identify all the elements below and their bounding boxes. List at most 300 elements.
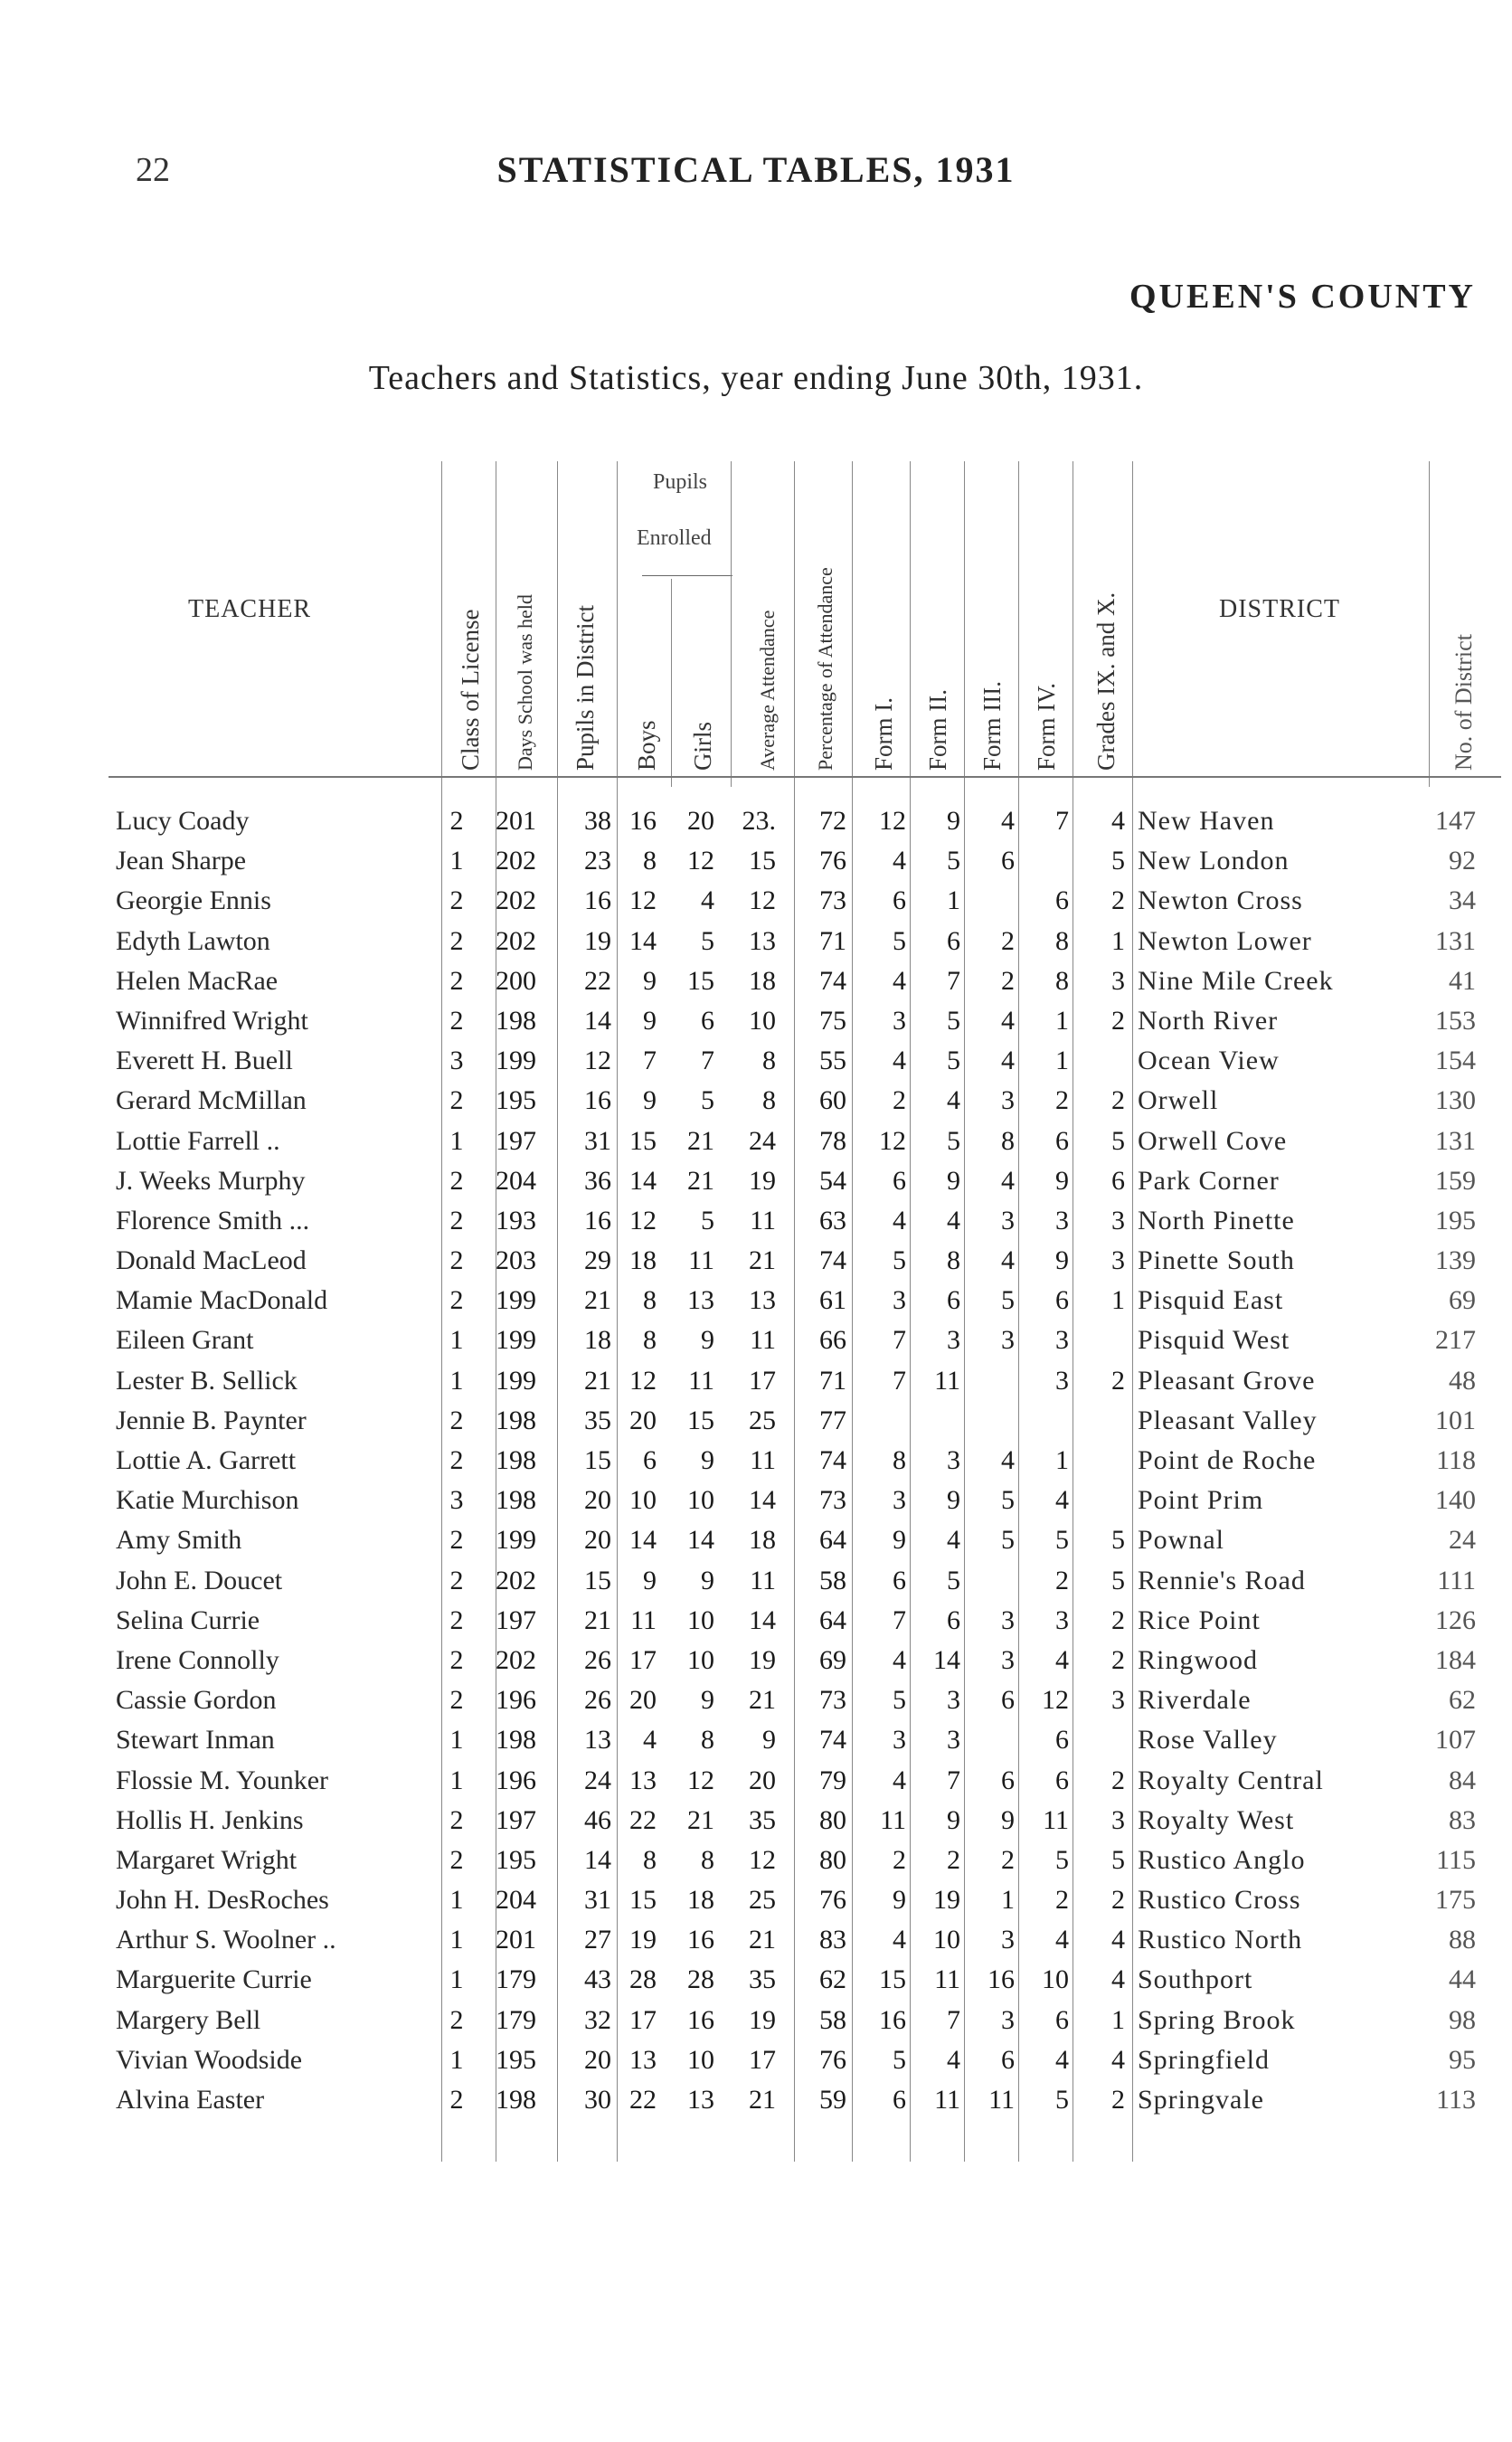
table-row <box>0 1401 1512 1441</box>
cell-teacher: Georgie Ennis <box>116 885 271 916</box>
cell-girls: 13 <box>687 1285 714 1316</box>
cell-district: New London <box>1138 846 1290 876</box>
cell-f2: 1 <box>947 885 960 916</box>
cell-f1: 3 <box>893 1725 906 1756</box>
cell-no: 184 <box>1435 1644 1476 1675</box>
cell-days: 199 <box>496 1525 536 1556</box>
cell-pupils: 14 <box>584 1005 611 1036</box>
cell-f4: 3 <box>1055 1365 1069 1396</box>
cell-no: 98 <box>1449 2004 1476 2035</box>
cell-district: Point Prim <box>1138 1485 1264 1516</box>
cell-teacher: Marguerite Currie <box>116 1964 312 1995</box>
column-rule <box>671 579 672 787</box>
cell-girls: 5 <box>701 1205 714 1235</box>
cell-district: Royalty West <box>1138 1804 1295 1835</box>
teacher-column-header: TEACHER <box>188 595 312 623</box>
cell-f2: 9 <box>947 1804 960 1835</box>
cell-f1: 2 <box>893 1085 906 1116</box>
cell-f3: 5 <box>1001 1485 1015 1516</box>
cell-teacher: Florence Smith ... <box>116 1205 310 1235</box>
cell-avg: 35 <box>749 1964 776 1995</box>
cell-g9: 2 <box>1111 1365 1125 1396</box>
table-row <box>0 2001 1512 2040</box>
cell-f3: 11 <box>988 2085 1015 2115</box>
cell-girls: 12 <box>687 846 714 876</box>
cell-district: Southport <box>1138 1964 1253 1995</box>
cell-district: Pownal <box>1138 1525 1224 1556</box>
district-column-header: DISTRICT <box>1219 595 1340 623</box>
cell-avg: 18 <box>749 1525 776 1556</box>
cell-pupils: 29 <box>584 1245 611 1276</box>
table-row <box>0 1441 1512 1481</box>
column-rule <box>1429 461 1430 787</box>
cell-f1: 7 <box>893 1365 906 1396</box>
cell-days: 201 <box>496 1925 536 1955</box>
table-row <box>0 841 1512 881</box>
cell-pupils: 21 <box>584 1365 611 1396</box>
cell-teacher: J. Weeks Murphy <box>116 1165 306 1196</box>
table-row <box>0 1761 1512 1801</box>
cell-days: 202 <box>496 1565 536 1595</box>
cell-girls: 18 <box>687 1885 714 1916</box>
cell-girls: 7 <box>701 1046 714 1076</box>
cell-district: Point de Roche <box>1138 1445 1317 1475</box>
cell-teacher: Selina Currie <box>116 1604 260 1635</box>
cell-girls: 10 <box>687 1644 714 1675</box>
cell-boys: 6 <box>643 1445 657 1475</box>
cell-no: 107 <box>1435 1725 1476 1756</box>
cell-girls: 16 <box>687 1925 714 1955</box>
table-subtitle: Teachers and Statistics, year ending June 30th, 1931. <box>368 359 1144 397</box>
cell-license: 1 <box>449 1125 464 1156</box>
cell-f1: 5 <box>893 925 906 956</box>
cell-boys: 8 <box>643 846 657 876</box>
cell-avg: 17 <box>749 1365 776 1396</box>
cell-f4: 3 <box>1055 1325 1069 1356</box>
cell-girls: 10 <box>687 2044 714 2075</box>
cell-girls: 11 <box>688 1365 714 1396</box>
cell-license: 2 <box>449 1165 464 1196</box>
cell-f1: 12 <box>879 806 906 836</box>
cell-license: 1 <box>449 1765 464 1795</box>
cell-f1: 6 <box>893 2085 906 2115</box>
cell-no: 24 <box>1449 1525 1476 1556</box>
cell-license: 2 <box>449 1565 464 1595</box>
cell-g9: 1 <box>1111 925 1125 956</box>
cell-f4: 4 <box>1055 1925 1069 1955</box>
cell-pupils: 31 <box>584 1885 611 1916</box>
cell-f4: 6 <box>1055 2004 1069 2035</box>
table-row <box>0 1001 1512 1041</box>
cell-pupils: 18 <box>584 1325 611 1356</box>
cell-f2: 3 <box>947 1685 960 1716</box>
cell-days: 193 <box>496 1205 536 1235</box>
cell-avg: 8 <box>762 1085 776 1116</box>
cell-avg: 25 <box>749 1405 776 1435</box>
cell-girls: 21 <box>687 1165 714 1196</box>
cell-avg: 19 <box>749 2004 776 2035</box>
cell-no: 48 <box>1449 1365 1476 1396</box>
cell-no: 62 <box>1449 1685 1476 1716</box>
cell-no: 113 <box>1436 2085 1476 2115</box>
cell-f3: 3 <box>1001 2004 1015 2035</box>
cell-avg: 12 <box>749 1844 776 1875</box>
cell-license: 1 <box>449 1964 464 1995</box>
cell-boys: 11 <box>630 1604 657 1635</box>
cell-f3: 6 <box>1001 1685 1015 1716</box>
cell-f2: 5 <box>947 1565 960 1595</box>
table-row <box>0 1601 1512 1641</box>
cell-pct: 77 <box>819 1405 846 1435</box>
cell-teacher: Stewart Inman <box>116 1725 275 1756</box>
cell-boys: 14 <box>629 925 657 956</box>
cell-district: North Pinette <box>1138 1205 1295 1235</box>
cell-g9: 2 <box>1111 1765 1125 1795</box>
cell-pupils: 31 <box>584 1125 611 1156</box>
cell-avg: 17 <box>749 2044 776 2075</box>
cell-license: 2 <box>449 1445 464 1475</box>
cell-pct: 73 <box>819 1685 846 1716</box>
cell-pupils: 26 <box>584 1685 611 1716</box>
cell-avg: 21 <box>749 2085 776 2115</box>
cell-girls: 9 <box>701 1685 714 1716</box>
cell-no: 195 <box>1435 1205 1476 1235</box>
cell-f4: 11 <box>1043 1804 1069 1835</box>
cell-days: 199 <box>496 1365 536 1396</box>
pupils-group-header: Pupils <box>653 470 708 494</box>
cell-license: 2 <box>449 965 464 996</box>
cell-boys: 9 <box>643 965 657 996</box>
cell-pct: 75 <box>819 1005 846 1036</box>
cell-f1: 6 <box>893 1165 906 1196</box>
cell-f3: 2 <box>1001 925 1015 956</box>
cell-district: Newton Cross <box>1138 885 1303 916</box>
cell-boys: 9 <box>643 1005 657 1036</box>
cell-license: 1 <box>449 1725 464 1756</box>
cell-days: 204 <box>496 1885 536 1916</box>
cell-teacher: Jennie B. Paynter <box>116 1405 307 1435</box>
cell-district: Rice Point <box>1138 1604 1261 1635</box>
cell-f3: 1 <box>1001 1885 1015 1916</box>
cell-days: 204 <box>496 1165 536 1196</box>
cell-boys: 12 <box>629 1365 657 1396</box>
cell-girls: 21 <box>687 1125 714 1156</box>
form3-column-header: Form III. <box>978 681 1006 771</box>
cell-f3: 3 <box>1001 1325 1015 1356</box>
cell-district: Rennie's Road <box>1138 1565 1306 1595</box>
cell-g9: 4 <box>1111 1925 1125 1955</box>
cell-f1: 4 <box>893 1205 906 1235</box>
cell-girls: 13 <box>687 2085 714 2115</box>
cell-boys: 9 <box>643 1565 657 1595</box>
cell-license: 2 <box>449 1285 464 1316</box>
cell-pupils: 16 <box>584 885 611 916</box>
table-row <box>0 1281 1512 1320</box>
girls-column-header: Girls <box>689 722 716 771</box>
cell-avg: 11 <box>750 1325 776 1356</box>
cell-no: 131 <box>1435 925 1476 956</box>
cell-girls: 28 <box>687 1964 714 1995</box>
cell-boys: 22 <box>629 1804 657 1835</box>
cell-avg: 11 <box>750 1445 776 1475</box>
cell-teacher: Irene Connolly <box>116 1644 279 1675</box>
cell-girls: 21 <box>687 1804 714 1835</box>
table-row <box>0 801 1512 841</box>
cell-avg: 12 <box>749 885 776 916</box>
cell-g9: 3 <box>1111 1685 1125 1716</box>
cell-no: 217 <box>1435 1325 1476 1356</box>
cell-g9: 1 <box>1111 1285 1125 1316</box>
table-row <box>0 1561 1512 1601</box>
cell-district: Pisquid West <box>1138 1325 1290 1356</box>
cell-no: 140 <box>1435 1485 1476 1516</box>
cell-f1: 15 <box>879 1964 906 1995</box>
cell-pct: 76 <box>819 1885 846 1916</box>
cell-f3: 2 <box>1001 965 1015 996</box>
cell-days: 199 <box>496 1285 536 1316</box>
cell-avg: 21 <box>749 1685 776 1716</box>
cell-pupils: 26 <box>584 1644 611 1675</box>
cell-f1: 5 <box>893 2044 906 2075</box>
cell-teacher: Everett H. Buell <box>116 1046 293 1076</box>
cell-days: 195 <box>496 1085 536 1116</box>
cell-pct: 76 <box>819 846 846 876</box>
cell-f1: 5 <box>893 1245 906 1276</box>
table-row <box>0 881 1512 921</box>
days-column-header: Days School was held <box>514 594 536 771</box>
cell-license: 2 <box>449 1245 464 1276</box>
pct-attendance-column-header: Percentage of Attendance <box>814 567 836 771</box>
cell-f2: 11 <box>934 1365 960 1396</box>
cell-f2: 4 <box>947 1525 960 1556</box>
cell-teacher: John H. DesRoches <box>116 1885 329 1916</box>
table-row <box>0 1041 1512 1081</box>
cell-district: Springvale <box>1138 2085 1264 2115</box>
cell-license: 1 <box>449 2044 464 2075</box>
cell-f3: 9 <box>1001 1804 1015 1835</box>
cell-district: Nine Mile Creek <box>1138 965 1334 996</box>
cell-no: 130 <box>1435 1085 1476 1116</box>
cell-license: 2 <box>449 2004 464 2035</box>
cell-boys: 14 <box>629 1525 657 1556</box>
cell-avg: 21 <box>749 1245 776 1276</box>
cell-teacher: Arthur S. Woolner .. <box>116 1925 336 1955</box>
cell-pct: 76 <box>819 2044 846 2075</box>
cell-f1: 3 <box>893 1485 906 1516</box>
cell-pct: 58 <box>819 1565 846 1595</box>
cell-avg: 14 <box>749 1604 776 1635</box>
cell-f2: 4 <box>947 2044 960 2075</box>
cell-district: Rustico Cross <box>1138 1885 1301 1916</box>
cell-girls: 6 <box>701 1005 714 1036</box>
cell-license: 2 <box>449 1205 464 1235</box>
cell-no: 84 <box>1449 1765 1476 1795</box>
cell-pupils: 15 <box>584 1445 611 1475</box>
cell-f4: 5 <box>1055 2085 1069 2115</box>
table-row <box>0 1161 1512 1201</box>
cell-f4: 9 <box>1055 1165 1069 1196</box>
cell-days: 202 <box>496 925 536 956</box>
table-row <box>0 1801 1512 1841</box>
cell-f3: 6 <box>1001 846 1015 876</box>
cell-f2: 3 <box>947 1445 960 1475</box>
cell-pct: 83 <box>819 1925 846 1955</box>
cell-pct: 54 <box>819 1165 846 1196</box>
cell-pupils: 15 <box>584 1565 611 1595</box>
avg-attendance-column-header: Average Attendance <box>756 610 779 771</box>
cell-girls: 10 <box>687 1485 714 1516</box>
header-rule <box>109 776 1501 778</box>
cell-pupils: 12 <box>584 1046 611 1076</box>
cell-teacher: Vivian Woodside <box>116 2044 303 2075</box>
cell-f2: 7 <box>947 1765 960 1795</box>
cell-f1: 8 <box>893 1445 906 1475</box>
cell-f3: 8 <box>1001 1125 1015 1156</box>
cell-girls: 15 <box>687 965 714 996</box>
cell-license: 3 <box>449 1046 464 1076</box>
cell-f3: 3 <box>1001 1604 1015 1635</box>
cell-f1: 4 <box>893 1765 906 1795</box>
cell-pupils: 38 <box>584 806 611 836</box>
table-row <box>0 1201 1512 1241</box>
cell-no: 92 <box>1449 846 1476 876</box>
cell-teacher: Winnifred Wright <box>116 1005 308 1036</box>
cell-no: 118 <box>1436 1445 1476 1475</box>
cell-teacher: Eileen Grant <box>116 1325 254 1356</box>
cell-f4: 6 <box>1055 1765 1069 1795</box>
cell-f1: 3 <box>893 1285 906 1316</box>
cell-district: Rustico Anglo <box>1138 1844 1306 1875</box>
cell-girls: 9 <box>701 1325 714 1356</box>
cell-f2: 3 <box>947 1325 960 1356</box>
cell-f3: 6 <box>1001 1765 1015 1795</box>
cell-no: 115 <box>1436 1844 1476 1875</box>
cell-f1: 9 <box>893 1525 906 1556</box>
cell-no: 153 <box>1435 1005 1476 1036</box>
cell-girls: 4 <box>701 885 714 916</box>
cell-f3: 5 <box>1001 1525 1015 1556</box>
table-row <box>0 1641 1512 1680</box>
cell-days: 198 <box>496 2085 536 2115</box>
cell-g9: 2 <box>1111 1885 1125 1916</box>
cell-f2: 10 <box>933 1925 960 1955</box>
cell-district: Ocean View <box>1138 1046 1280 1076</box>
cell-f4: 8 <box>1055 965 1069 996</box>
form4-column-header: Form IV. <box>1033 682 1060 771</box>
cell-avg: 13 <box>749 1285 776 1316</box>
cell-f4: 1 <box>1055 1445 1069 1475</box>
cell-f1: 6 <box>893 885 906 916</box>
table-row <box>0 1241 1512 1281</box>
pupils-column-header: Pupils in District <box>572 604 599 771</box>
cell-teacher: Gerard McMillan <box>116 1085 307 1116</box>
cell-f4: 5 <box>1055 1525 1069 1556</box>
cell-g9: 2 <box>1111 2085 1125 2115</box>
cell-days: 197 <box>496 1804 536 1835</box>
cell-f2: 5 <box>947 846 960 876</box>
cell-no: 111 <box>1437 1565 1476 1595</box>
cell-g9: 5 <box>1111 1125 1125 1156</box>
cell-boys: 14 <box>629 1165 657 1196</box>
cell-g9: 4 <box>1111 806 1125 836</box>
table-row <box>0 1720 1512 1760</box>
cell-boys: 20 <box>629 1685 657 1716</box>
cell-boys: 8 <box>643 1285 657 1316</box>
cell-pct: 74 <box>819 965 846 996</box>
cell-pupils: 43 <box>584 1964 611 1995</box>
cell-girls: 20 <box>687 806 714 836</box>
cell-pupils: 20 <box>584 1525 611 1556</box>
cell-no: 88 <box>1449 1925 1476 1955</box>
cell-f2: 9 <box>947 806 960 836</box>
cell-license: 2 <box>449 1604 464 1635</box>
cell-license: 2 <box>449 1644 464 1675</box>
cell-district: Pinette South <box>1138 1245 1295 1276</box>
cell-pct: 59 <box>819 2085 846 2115</box>
cell-f1: 4 <box>893 1925 906 1955</box>
cell-pct: 73 <box>819 1485 846 1516</box>
cell-pct: 63 <box>819 1205 846 1235</box>
cell-f1: 6 <box>893 1565 906 1595</box>
cell-teacher: Amy Smith <box>116 1525 242 1556</box>
grades-column-header: Grades IX. and X. <box>1092 592 1120 771</box>
cell-teacher: Cassie Gordon <box>116 1685 277 1716</box>
cell-f2: 3 <box>947 1725 960 1756</box>
cell-license: 2 <box>449 1685 464 1716</box>
cell-days: 202 <box>496 885 536 916</box>
cell-girls: 15 <box>687 1405 714 1435</box>
cell-f4: 10 <box>1042 1964 1069 1995</box>
table-row <box>0 1481 1512 1520</box>
cell-pct: 79 <box>819 1765 846 1795</box>
cell-pupils: 16 <box>584 1205 611 1235</box>
cell-f2: 6 <box>947 1604 960 1635</box>
cell-boys: 10 <box>629 1485 657 1516</box>
cell-license: 1 <box>449 846 464 876</box>
cell-f3: 3 <box>1001 1925 1015 1955</box>
cell-boys: 4 <box>643 1725 657 1756</box>
cell-avg: 15 <box>749 846 776 876</box>
cell-no: 154 <box>1435 1046 1476 1076</box>
cell-f2: 5 <box>947 1046 960 1076</box>
cell-f4: 4 <box>1055 1485 1069 1516</box>
teacher-table-body <box>0 801 1512 2120</box>
cell-days: 201 <box>496 806 536 836</box>
cell-district: Park Corner <box>1138 1165 1280 1196</box>
column-rule <box>731 461 732 787</box>
cell-district: North River <box>1138 1005 1279 1036</box>
cell-license: 2 <box>449 1804 464 1835</box>
cell-f2: 7 <box>947 2004 960 2035</box>
cell-pupils: 22 <box>584 965 611 996</box>
cell-teacher: Lottie A. Garrett <box>116 1445 297 1475</box>
cell-pct: 66 <box>819 1325 846 1356</box>
cell-pct: 60 <box>819 1085 846 1116</box>
cell-days: 197 <box>496 1125 536 1156</box>
form2-column-header: Form II. <box>924 689 951 771</box>
cell-no: 159 <box>1435 1165 1476 1196</box>
cell-g9: 5 <box>1111 1844 1125 1875</box>
cell-boys: 17 <box>629 2004 657 2035</box>
cell-f4: 3 <box>1055 1205 1069 1235</box>
table-row <box>0 961 1512 1001</box>
cell-f4: 4 <box>1055 2044 1069 2075</box>
page-title: STATISTICAL TABLES, 1931 <box>496 149 1016 190</box>
cell-days: 198 <box>496 1445 536 1475</box>
cell-g9: 3 <box>1111 1205 1125 1235</box>
cell-pct: 64 <box>819 1525 846 1556</box>
cell-no: 147 <box>1435 806 1476 836</box>
